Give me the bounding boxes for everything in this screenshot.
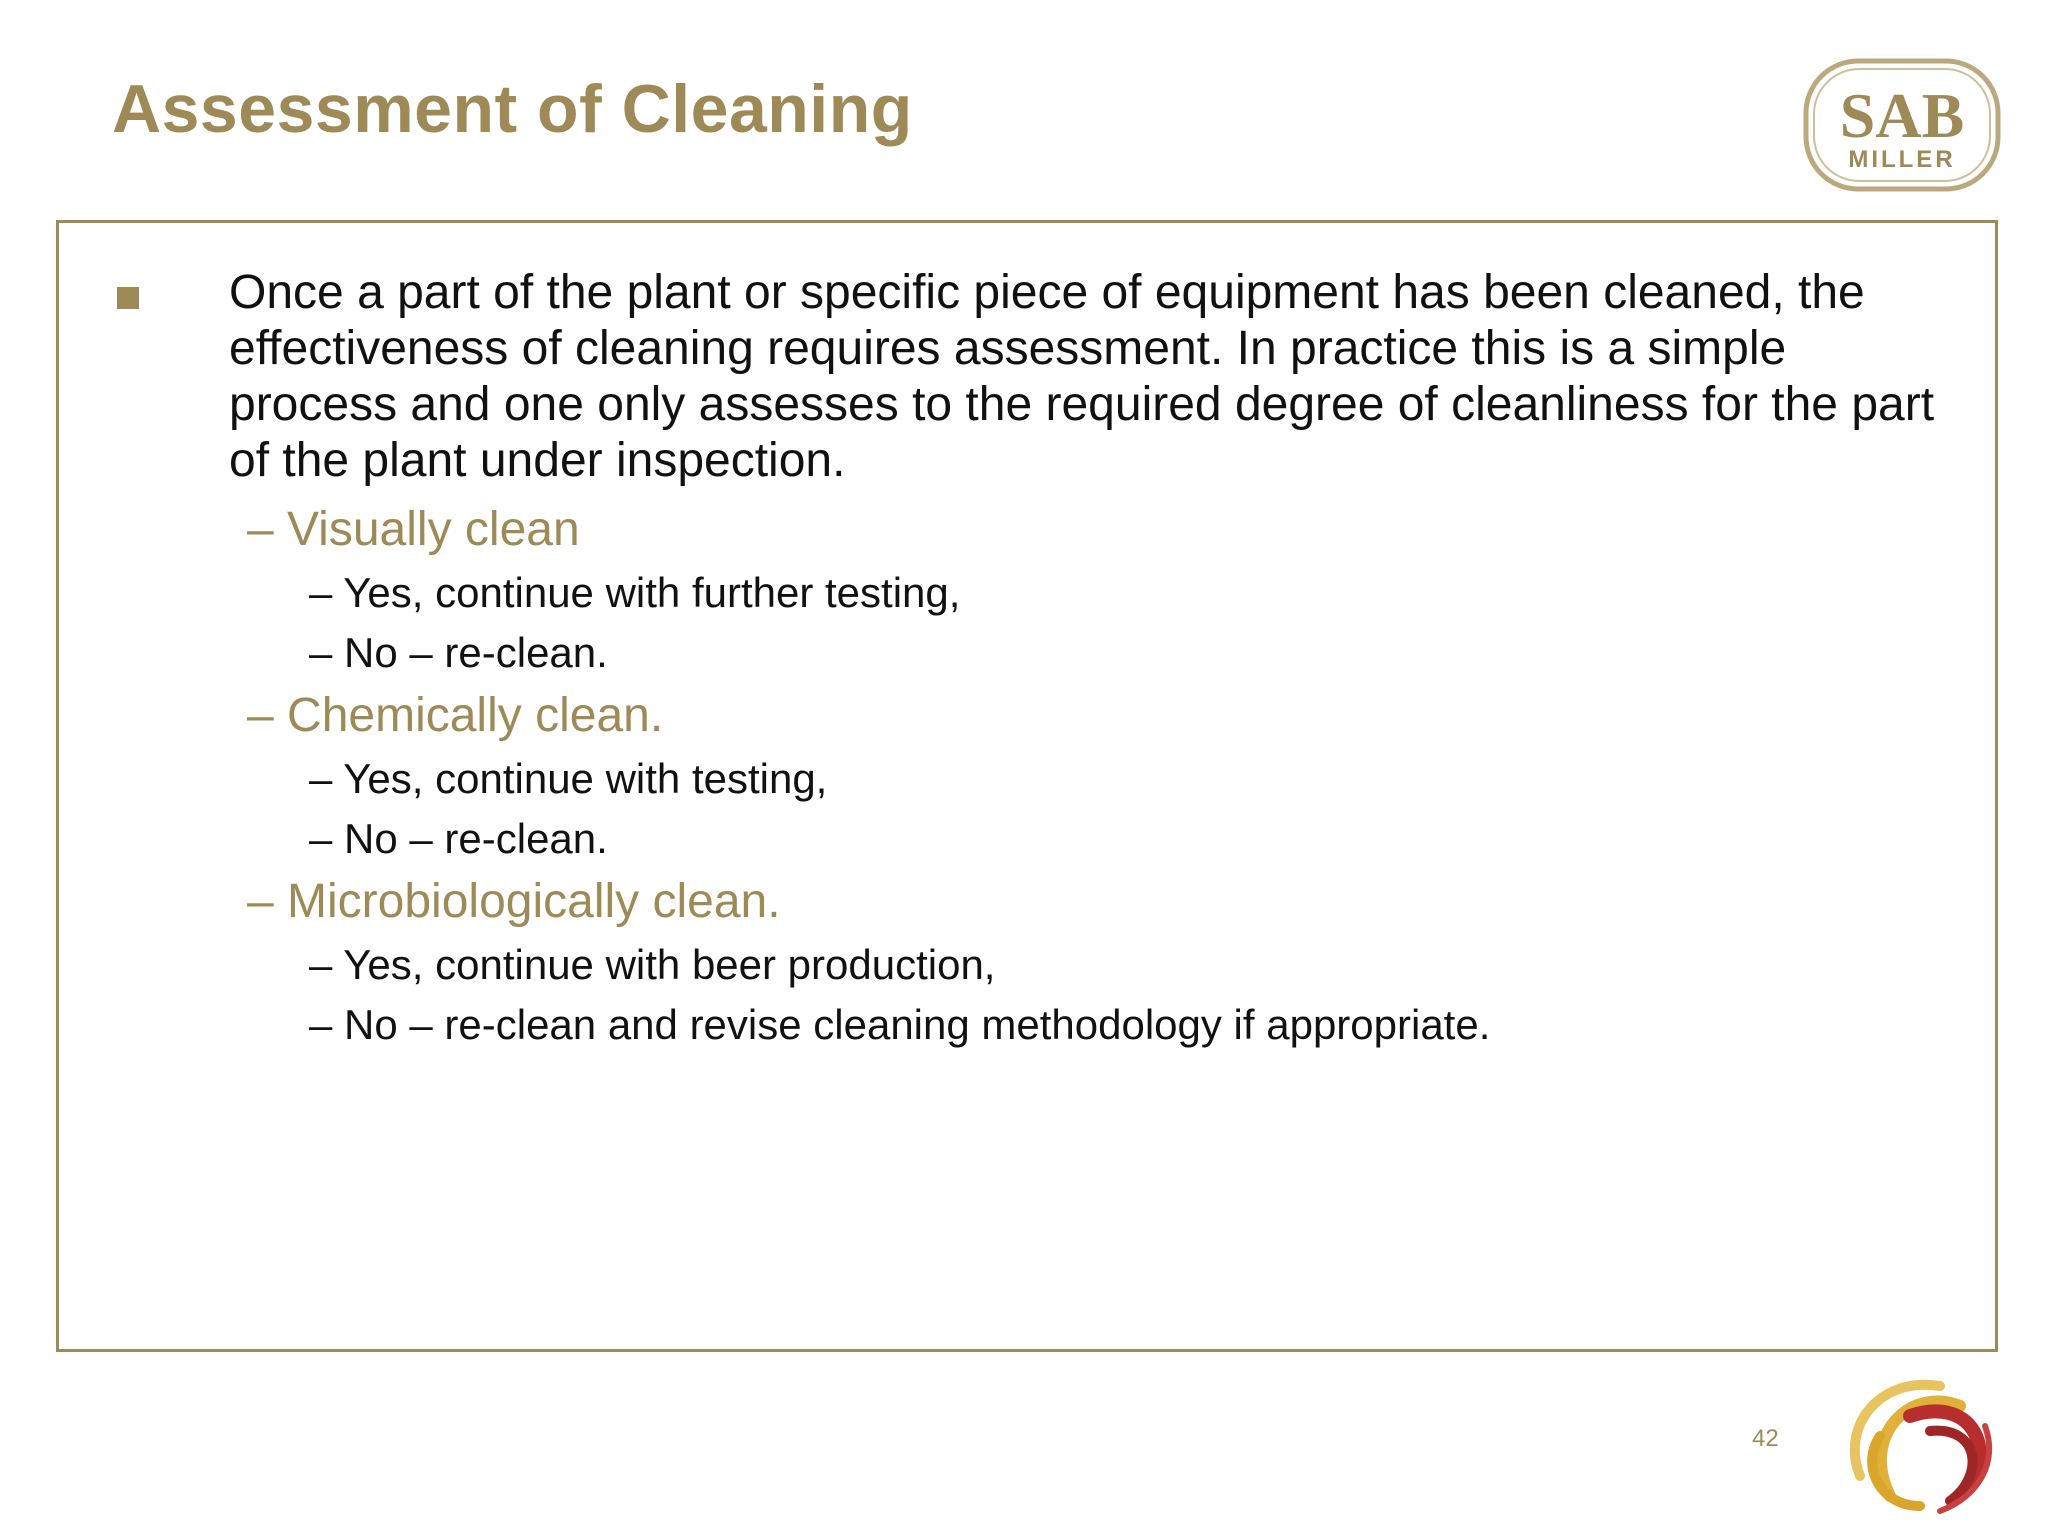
logo-text-sab: SAB	[1839, 80, 1965, 151]
list-item: – No – re-clean.	[309, 629, 608, 676]
list-item: – Yes, continue with beer production,	[309, 941, 996, 988]
chemically-clean-heading: – Chemically clean.	[247, 689, 664, 742]
list-item: – Yes, continue with further testing,	[309, 569, 961, 616]
list-item: – Yes, continue with testing,	[309, 755, 828, 802]
slide-title: Assessment of Cleaning	[112, 71, 913, 147]
list-item: – No – re-clean and revise cleaning methodology if appropriate.	[309, 1001, 1491, 1048]
swirl-logo-icon	[1820, 1366, 2000, 1518]
sub-list	[309, 935, 1957, 1055]
main-bullet	[117, 265, 1957, 1055]
assessment-list	[247, 497, 1957, 1055]
square-bullet-icon	[117, 287, 139, 309]
content-box	[56, 220, 1998, 1352]
logo-text-miller: MILLER	[1848, 146, 1956, 173]
page-number: 42	[1752, 1425, 1779, 1452]
microbiologically-clean-heading: – Microbiologically clean.	[247, 875, 781, 928]
sabmiller-logo	[1800, 55, 2004, 195]
sub-list	[309, 563, 1957, 683]
list-item	[247, 497, 1957, 683]
visually-clean-heading: – Visually clean	[247, 503, 580, 556]
intro-paragraph: Once a part of the plant or specific piece of equipment has been cleaned, the effectiveness of cleaning requires assessment. In practice this is a simple process and one only assesses to the required degree of cleanliness for the part of the plant under inspection.	[229, 266, 1935, 487]
sub-list	[309, 749, 1957, 869]
list-item: – No – re-clean.	[309, 815, 608, 862]
list-item	[247, 683, 1957, 869]
list-item	[247, 869, 1957, 1055]
